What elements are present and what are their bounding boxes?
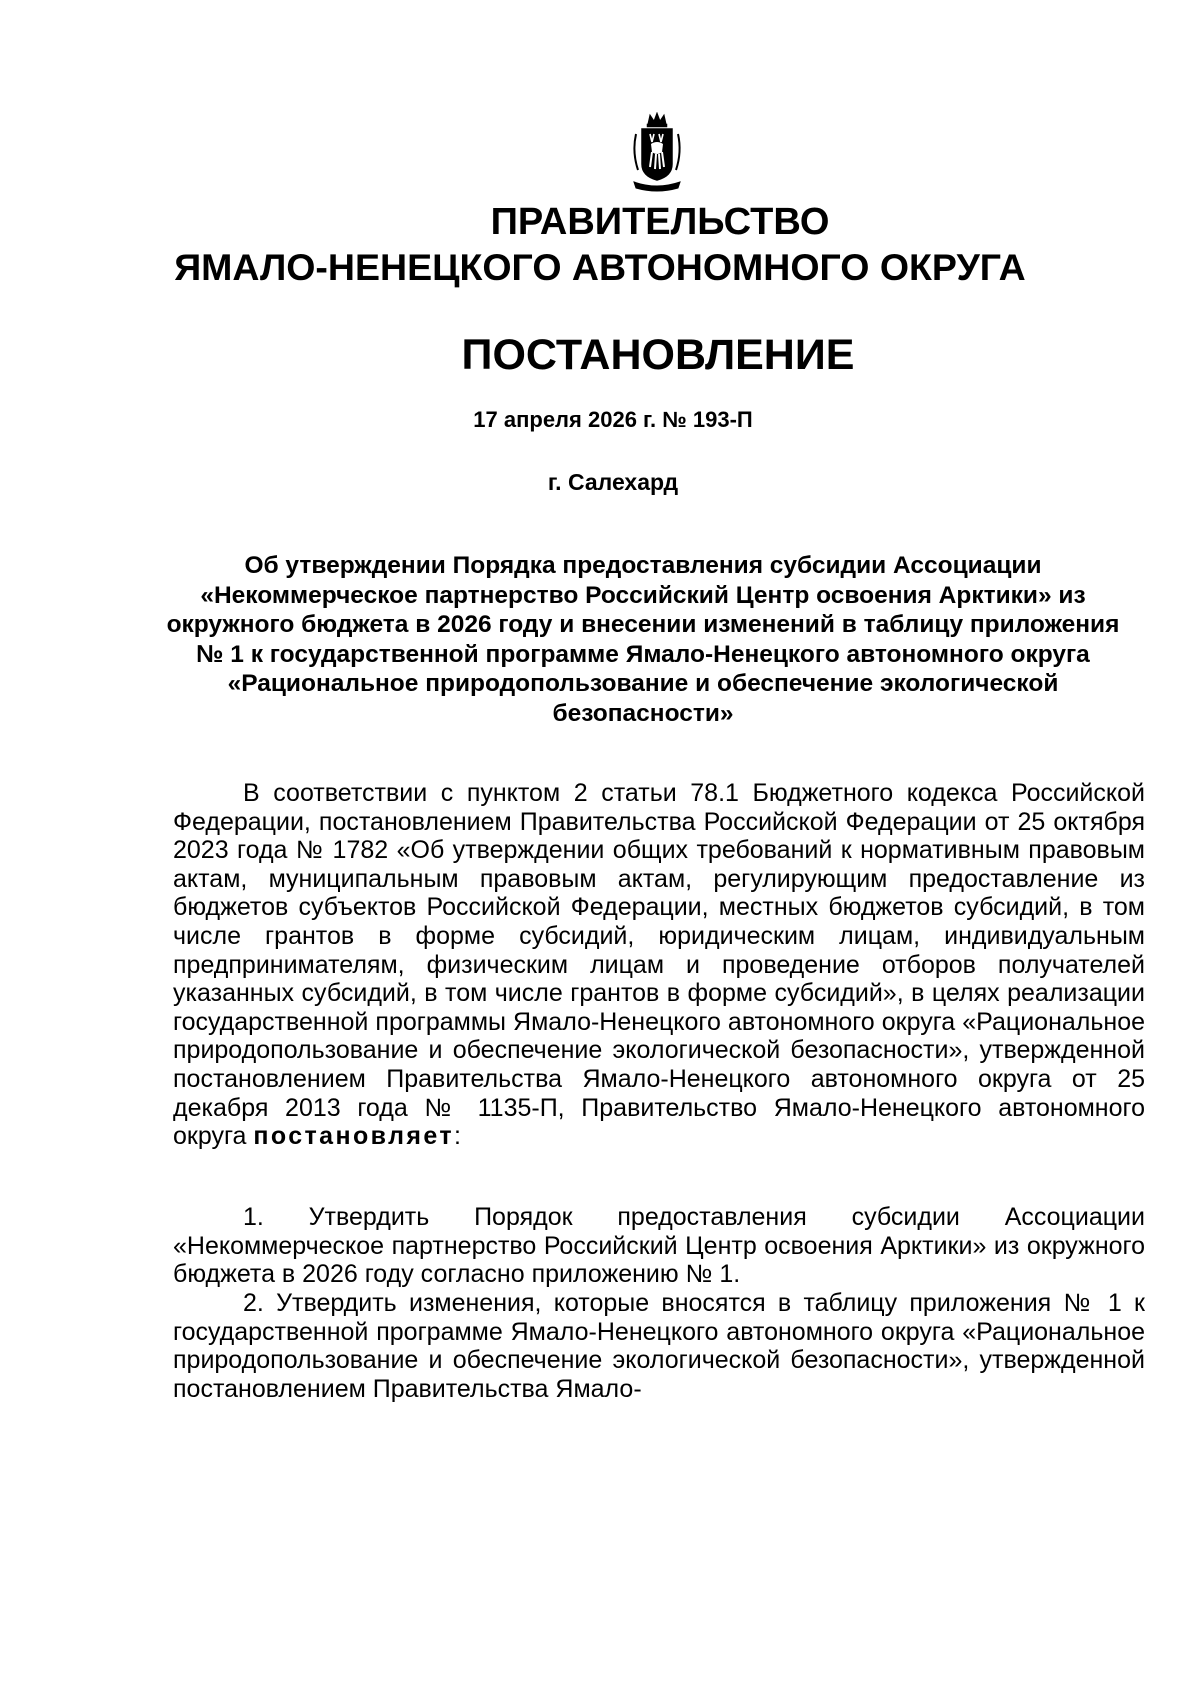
- government-name-line1: ПРАВИТЕЛЬСТВО: [490, 201, 830, 243]
- item-2-paragraph: 2. Утвердить изменения, которые вносятся в таблицу приложения № 1 к государственной программе Ямало-Ненецкого автономного округа «Рациональное природопользование и обеспечение экологической безопасности», утвержденной постановлением Правительства Ямало-: [173, 1289, 1145, 1403]
- government-name-line2: ЯМАЛО-НЕНЕЦКОГО АВТОНОМНОГО ОКРУГА: [174, 246, 1026, 288]
- item-1-paragraph: 1. Утвердить Порядок предоставления субсидии Ассоциации «Некоммерческое партнерство Российский Центр освоения Арктики» из окружного бюджета в 2026 году согласно приложению № 1.: [173, 1203, 1145, 1289]
- document-city: г. Салехард: [547, 469, 679, 495]
- decree-colon: :: [453, 1122, 461, 1151]
- intro-paragraph: [173, 779, 1145, 1151]
- document-date-number: 17 апреля 2026 г. № 193-П: [473, 407, 753, 432]
- intro-text: В соответствии с пунктом 2 статьи 78.1 Бюджетного кодекса Российской Федерации, постановлением Правительства Российской Федерации от 25 октября 2023 года № 1782 «Об утверждении общих требований к нормативным правовым актам, муниципальным правовым актам, регулирующим предоставление из бюджетов субъектов Российской Федерации, местных бюджетов субсидий, в том числе грантов в форме субсидий, юридическим лицам, индивидуальным предпринимателям, физическим лицам и проведение отборов получателей указанных субсидий, в том числе грантов в форме субсидий», в целях реализации государственной программы Ямало-Ненецкого автономного округа «Рациональное природопользование и обеспечение экологической безопасности», утвержденной постановлением Правительства Ямало-Ненецкого автономного округа от 25 декабря 2013 года № 1135-П, Правительство Ямало-Ненецкого автономного округа: [173, 779, 1145, 1151]
- decree-word: постановляет: [253, 1122, 454, 1151]
- document-type: ПОСТАНОВЛЕНИЕ: [461, 331, 855, 379]
- coat-of-arms-icon: [628, 112, 686, 194]
- document-title: Об утверждении Порядка предоставления субсидии Ассоциации «Некоммерческое партнерство Российский Центр освоения Арктики» из окружного бюджета в 2026 году и внесении изменений в таблицу приложения № 1 к государственной программе Ямало-Ненецкого автономного округа «Рациональное природопользование и обеспечение экологической безопасности»: [166, 552, 1120, 727]
